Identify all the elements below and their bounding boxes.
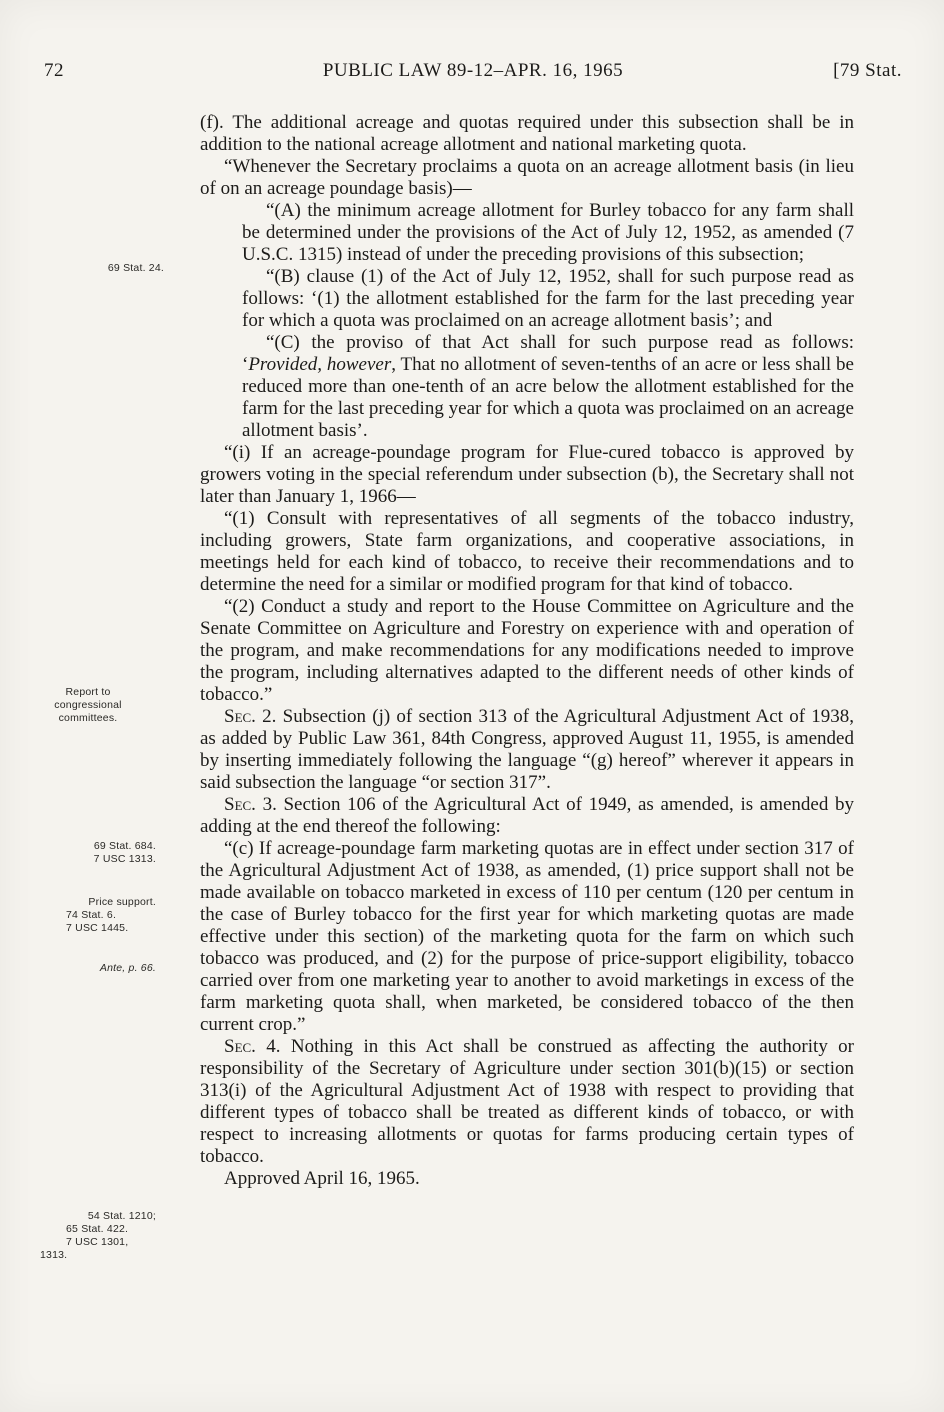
section-4-label: Sec. 4. [224,1036,281,1057]
volume-reference: [79 Stat. [833,60,902,81]
section-2: Sec. 2. Subsection (j) of section 313 of the Agricultural Adjustment Act of 1938, as added by Public Law 361, 84th Congress, approved August 11, 1955, is amended by inserting immediately following the language “(g) hereof” wherever it appears in said subsection the language “or section 317”. [200,706,854,793]
margin-note-54-stat-1210: 54 Stat. 1210; 65 Stat. 422. 7 USC 1301, 1313. [40,1210,156,1261]
running-header [44,60,902,90]
section-3: Sec. 3. Section 106 of the Agricultural Act of 1949, as amended, is amended by adding at the end thereof the following: [200,794,854,837]
margin-note-report: Report to congressional committees. [54,686,122,724]
paragraph-f: (f). The additional acreage and quotas required under this subsection shall be in addition to the national acreage allotment and national marketing quota. [200,112,854,155]
paragraph-whenever: “Whenever the Secretary proclaims a quota on an acreage allotment basis (in lieu of on an acreage poundage basis)— [200,156,854,199]
section-4: Sec. 4. Nothing in this Act shall be construed as affecting the authority or responsibility of the Secretary of Agriculture under section 301(b)(15) or section 313(i) of the Agricultural Adjustment Act of 1938 with respect to providing that different types of tobacco shall be treated as different kinds of tobacco, or with respect to increasing allotments or quotas for farms producing certain types of tobacco. [200,1036,854,1167]
paragraph-2: “(2) Conduct a study and report to the House Committee on Agriculture and the Senate Committee on Agriculture and Forestry on experience with and operation of the program, and make recommendations for any modifications needed to improve the program, including alternatives adapted to the different needs of other kinds of tobacco.” [200,596,854,705]
margin-note-ante: Ante, p. 66. [99,962,156,974]
margin-note-price-support: Price support. 74 Stat. 6. 7 USC 1445. [66,896,156,934]
margin-note-69-stat-24: 69 Stat. 24. [107,262,164,274]
header-title: PUBLIC LAW 89-12–APR. 16, 1965 [322,60,624,81]
page-number: 72 [44,60,64,81]
provided-however: Provided, however [248,354,392,375]
section-2-label: Sec. 2. [224,706,277,727]
margin-note-69-stat-684: 69 Stat. 684. 7 USC 1313. [93,840,156,865]
paragraph-a: “(A) the minimum acreage allotment for Burley tobacco for any farm shall be determined under the provisions of the Act of July 12, 1952, as amended (7 U.S.C. 1315) instead of under the preceding provisions of this subsection; [242,200,854,265]
paragraph-c-price-support: “(c) If acreage-poundage farm marketing quotas are in effect under section 317 of the Agricultural Adjustment Act of 1938, as amended, (1) price support shall not be made available on tobacco marketed in excess of 110 per centum (120 per centum in the case of Burley tobacco for the first year for which marketing quotas are made effective under this section) of the marketing quota for the farm on which such tobacco was produced, and (2) for the purpose of price-support eligibility, tobacco carried over from one marketing year to another to avoid marketings in excess of the farm marketing quota shall, when marketed, be considered tobacco of the then current crop.” [200,838,854,1035]
paragraph-b: “(B) clause (1) of the Act of July 12, 1952, shall for such purpose read as follows: ‘(1) the allotment established for the farm for the last preceding year for which a quota was proclaimed on an acreage allotment basis’; and [242,266,854,331]
paragraph-1: “(1) Consult with representatives of all segments of the tobacco industry, including growers, State farm organizations, and cooperative associations, in meetings held for each kind of tobacco, to receive their recommendations and to determine the need for a similar or modified program for that kind of tobacco. [200,508,854,595]
paragraph-c: “(C) the proviso of that Act shall for such purpose read as follows: ‘Provided, however, That no allotment of seven-tenths of an acre or less shall be reduced more than one-tenth of an acre below the allotment established for the farm for the last preceding year for which a quota was proclaimed on an acreage allotment basis’. [242,332,854,441]
statute-text [200,112,854,1190]
paragraph-i: “(i) If an acreage-poundage program for Flue-cured tobacco is approved by growers voting in the special referendum under subsection (b), the Secretary shall not later than January 1, 1966— [200,442,854,507]
section-3-label: Sec. 3. [224,794,277,815]
approval-date: Approved April 16, 1965. [224,1168,420,1189]
